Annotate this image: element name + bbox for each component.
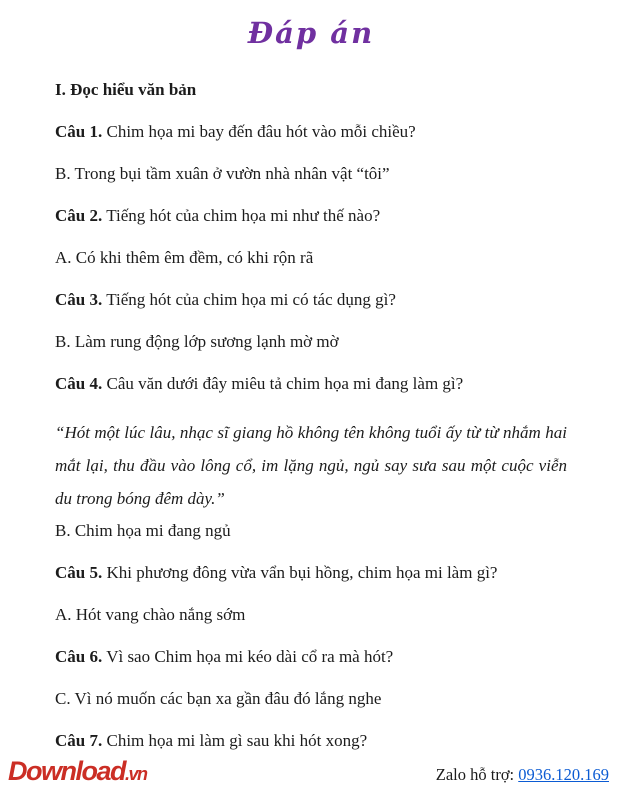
answer-text: B. Làm rung động lớp sương lạnh mờ mờ xyxy=(55,332,339,351)
question-number: Câu 2. xyxy=(55,206,103,225)
logo-main-text: Download xyxy=(8,756,125,786)
question-text: Chim họa mi bay đến đâu hót vào mỗi chiều? xyxy=(106,122,416,141)
answer-text: C. Vì nó muốn các bạn xa gần đâu đó lắng nghe xyxy=(55,689,382,708)
answer-text: A. Có khi thêm êm đềm, có khi rộn rã xyxy=(55,248,314,267)
question-text: Tiếng hót của chim họa mi như thế nào? xyxy=(106,206,381,225)
quote-text: “Hót một lúc lâu, nhạc sĩ giang hồ không tên không tuổi ấy từ từ nhắm hai mắt lại, thu đầu vào lông cổ, im lặng ngủ, ngủ say sưa sau một cuộc viễn du trong bóng đêm dày.” xyxy=(55,423,567,508)
question-number: Câu 5. xyxy=(55,563,103,582)
question-number: Câu 1. xyxy=(55,122,103,141)
question-text: Vì sao Chim họa mi kéo dài cổ ra mà hót? xyxy=(106,647,394,666)
question-paragraph xyxy=(55,647,567,667)
page-title: Đáp án xyxy=(247,16,375,50)
question-paragraph xyxy=(55,731,567,751)
page-footer xyxy=(8,756,609,789)
question-paragraph xyxy=(55,122,567,142)
answer-paragraph xyxy=(55,248,567,268)
question-paragraph xyxy=(55,374,567,394)
support-label: Zalo hỗ trợ: xyxy=(435,765,515,784)
question-number: Câu 6. xyxy=(55,647,103,666)
section-heading: I. Đọc hiểu văn bản xyxy=(55,80,197,99)
question-paragraph xyxy=(55,290,567,310)
answer-paragraph xyxy=(55,605,567,625)
support-info xyxy=(436,765,609,785)
question-number: Câu 3. xyxy=(55,290,103,309)
answer-paragraph xyxy=(55,332,567,352)
question-paragraph xyxy=(55,206,567,226)
answer-paragraph xyxy=(55,521,567,541)
question-text: Tiếng hót của chim họa mi có tác dụng gì? xyxy=(106,290,396,309)
question-number: Câu 4. xyxy=(55,374,103,393)
question-text: Khi phương đông vừa vẩn bụi hồng, chim họa mi làm gì? xyxy=(106,563,498,582)
question-text: Câu văn dưới đây miêu tả chim họa mi đang làm gì? xyxy=(106,374,464,393)
answer-paragraph xyxy=(55,164,567,184)
logo-suffix-text: .vn xyxy=(125,764,147,784)
question-paragraph xyxy=(55,563,567,583)
support-phone-link[interactable]: 0936.120.169 xyxy=(518,765,609,784)
question-number: Câu 7. xyxy=(55,731,103,750)
question-text: Chim họa mi làm gì sau khi hót xong? xyxy=(106,731,368,750)
answer-text: A. Hót vang chào nắng sớm xyxy=(55,605,246,624)
answer-text: B. Chim họa mi đang ngủ xyxy=(55,521,231,540)
answer-paragraph xyxy=(55,689,567,709)
answer-text: B. Trong bụi tầm xuân ở vườn nhà nhân vật “tôi” xyxy=(55,164,390,183)
downloadvn-logo xyxy=(8,756,147,789)
quote-paragraph xyxy=(55,416,567,515)
